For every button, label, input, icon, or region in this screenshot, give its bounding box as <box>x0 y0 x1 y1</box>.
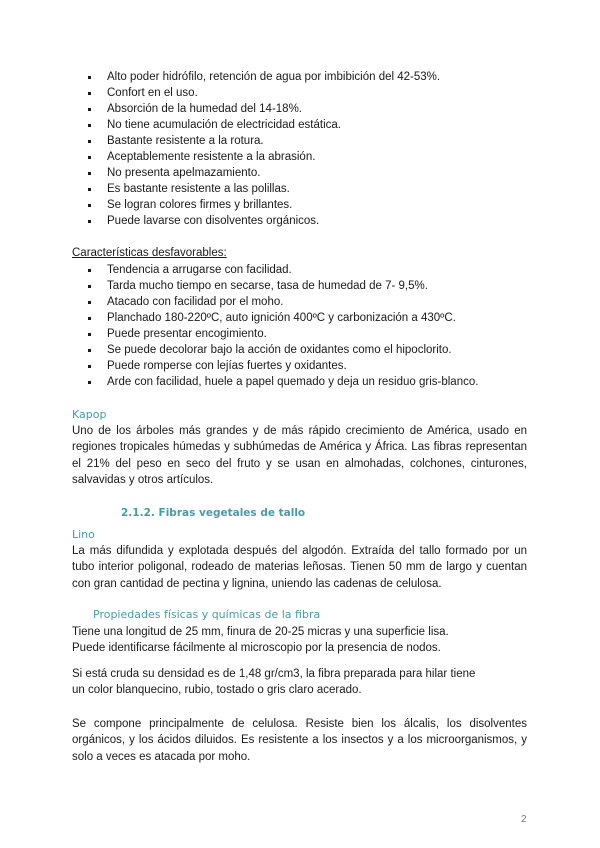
list-item: Se logran colores firmes y brillantes. <box>88 197 440 213</box>
favorable-properties-list <box>88 69 440 229</box>
bullet-icon <box>88 317 91 320</box>
bullet-icon <box>88 188 91 191</box>
list-item: Atacado con facilidad por el moho. <box>88 294 478 310</box>
list-item: Absorción de la humedad del 14-18%. <box>88 101 440 117</box>
list-item: Bastante resistente a la rotura. <box>88 133 440 149</box>
unfavorable-properties-list <box>88 262 478 390</box>
list-item: Planchado 180-220ºC, auto ignición 400ºC y carbonización a 430ºC. <box>88 310 478 326</box>
list-item: Arde con facilidad, huele a papel quemado y deja un residuo gris-blanco. <box>88 374 478 390</box>
list-item: Se puede decolorar bajo la acción de oxidantes como el hipoclorito. <box>88 342 478 358</box>
bullet-icon <box>88 204 91 207</box>
bullet-icon <box>88 140 91 143</box>
bullet-icon <box>88 269 91 272</box>
list-item: Aceptablemente resistente a la abrasión. <box>88 149 440 165</box>
lino-paragraph: La más difundida y explotada después del algodón. Extraída del tallo formado por un tubo interior poligonal, rodeado de materias leñosas. Tienen 50 mm de largo y cuentan con gran cantidad de pectina y lignina, uniendo las cadenas de celulosa. <box>72 545 527 590</box>
list-item: Puede presentar encogimiento. <box>88 326 478 342</box>
list-item: Tarda mucho tiempo en secarse, tasa de humedad de 7- 9,5%. <box>88 278 478 294</box>
list-item: Confort en el uso. <box>88 85 440 101</box>
list-item: No presenta apelmazamiento. <box>88 165 440 181</box>
list-item: Alto poder hidrófilo, retención de agua por imbibición del 42-53%. <box>88 69 440 85</box>
bullet-icon <box>88 381 91 384</box>
properties-paragraph-1: Tiene una longitud de 25 mm, finura de 20-25 micras y una superficie lisa. Puede identificarse fácilmente al microscopio por la presencia de nodos. <box>72 626 449 655</box>
properties-paragraph-3: Se compone principalmente de celulosa. Resiste bien los álcalis, los disolventes orgánicos, y los ácidos diluidos. Es resistente a los insectos y a los microorganismos, y solo a veces es atacada por moho. <box>72 718 527 763</box>
bullet-icon <box>88 301 91 304</box>
page-number: 2 <box>521 814 527 825</box>
bullet-icon <box>88 108 91 111</box>
list-item: No tiene acumulación de electricidad estática. <box>88 117 440 133</box>
list-item: Es bastante resistente a las polillas. <box>88 181 440 197</box>
bullet-icon <box>88 124 91 127</box>
bullet-icon <box>88 172 91 175</box>
properties-heading: Propiedades físicas y químicas de la fibra <box>93 608 321 621</box>
bullet-icon <box>88 285 91 288</box>
list-item: Puede romperse con lejías fuertes y oxidantes. <box>88 358 478 374</box>
kapok-heading: Kapop <box>72 408 107 421</box>
bullet-icon <box>88 92 91 95</box>
section-heading: 2.1.2. Fibras vegetales de tallo <box>121 507 306 519</box>
bullet-icon <box>88 220 91 223</box>
list-item: Puede lavarse con disolventes orgánicos. <box>88 213 440 229</box>
properties-paragraph-2: Si está cruda su densidad es de 1,48 gr/cm3, la fibra preparada para hilar tiene un color blanquecino, rubio, tostado o gris claro acerado. <box>72 668 476 697</box>
unfavorable-heading: Características desfavorables: <box>72 247 227 259</box>
bullet-icon <box>88 349 91 352</box>
kapok-paragraph: Uno de los árboles más grandes y de más rápido crecimiento de América, usado en regiones tropicales húmedas y subhúmedas de América y África. Las fibras representan el 21% del peso en seco del fruto y se usan en almohadas, colchones, cinturones, salvavidas y otros artículos. <box>72 425 527 487</box>
bullet-icon <box>88 333 91 336</box>
bullet-icon <box>88 156 91 159</box>
lino-heading: Lino <box>72 528 95 541</box>
bullet-icon <box>88 76 91 79</box>
bullet-icon <box>88 365 91 368</box>
list-item: Tendencia a arrugarse con facilidad. <box>88 262 478 278</box>
